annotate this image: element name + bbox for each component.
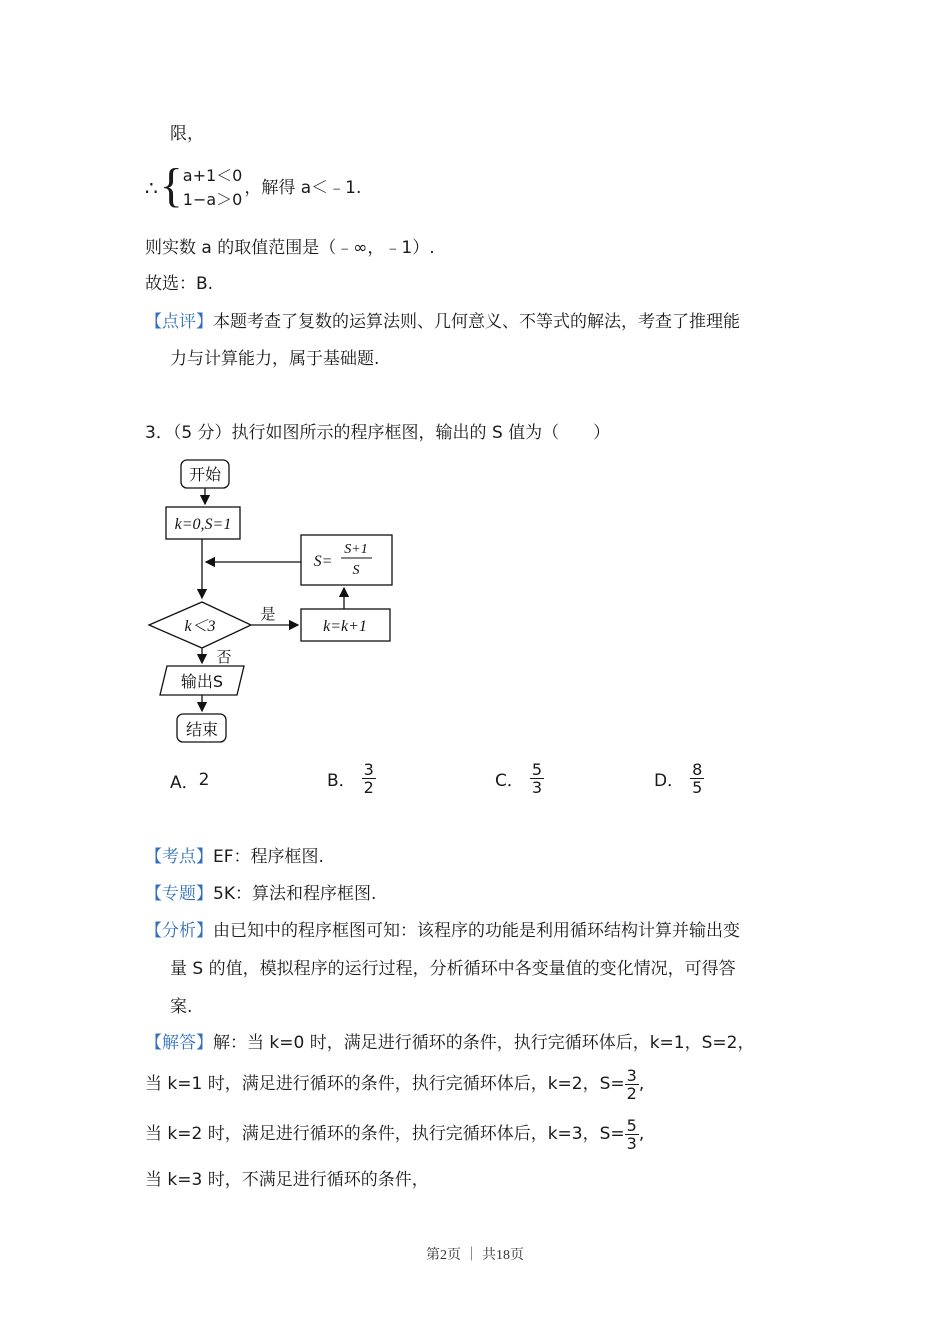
line3-den: 3: [626, 1133, 637, 1153]
update-s-left: S=: [313, 553, 333, 570]
option-c: [495, 756, 544, 800]
option-d-fraction: [690, 761, 704, 796]
flowchart: [140, 452, 410, 752]
option-a-value: 2: [198, 770, 210, 790]
system-row-1: a+1＜0: [182, 166, 243, 185]
option-b-label: B．: [327, 770, 356, 791]
fenxi-text-3: 案.: [170, 997, 193, 1017]
comment-tag: 【点评】: [145, 312, 213, 332]
jieda-line-4: 当 k=3 时，不满足进行循环的条件，: [145, 1170, 429, 1190]
no-label: 否: [216, 648, 232, 666]
line3-comma: ,: [638, 1124, 645, 1144]
jieda-text-3: 当 k=2 时，满足进行循环的条件，执行完循环体后，k=3，S=: [145, 1124, 625, 1144]
solve-text: ，解得 a＜﹣1.: [244, 178, 362, 198]
option-d-label: D．: [654, 770, 685, 791]
condition-label: k＜3: [184, 618, 216, 635]
option-d: [654, 756, 704, 800]
line2-num: 3: [626, 1065, 637, 1085]
zhuanti-tag: 【专题】: [145, 884, 213, 904]
line2-den: 2: [626, 1083, 637, 1103]
output-label: 输出S: [180, 672, 224, 691]
jieda-line-3: [145, 1112, 644, 1156]
inequality-system: [145, 160, 361, 216]
page-footer: 第2页 ｜ 共18页: [426, 1248, 524, 1263]
line3-num: 5: [626, 1115, 637, 1135]
kaodian-tag: 【考点】: [145, 847, 213, 867]
line2-fraction: [625, 1067, 639, 1102]
option-c-num: 5: [531, 759, 543, 779]
left-brace: {: [159, 159, 183, 212]
zhuanti-line: [145, 882, 376, 906]
option-c-den: 3: [531, 777, 543, 797]
therefore-symbol: ∴: [145, 176, 158, 200]
fenxi-line-1: [145, 919, 740, 943]
option-c-fraction: [530, 761, 544, 796]
kaodian-line: [145, 845, 324, 869]
fenxi-text-2: 量 S 的值，模拟程序的运行过程，分析循环中各变量值的变化情况，可得答: [170, 959, 736, 979]
range-text: 则实数 a 的取值范围是（﹣∞，﹣1）.: [145, 238, 435, 258]
comment-text-1: 本题考查了复数的运算法则、几何意义、不等式的解法，考查了推理能: [213, 312, 740, 332]
question-stem: 3．（5 分）执行如图所示的程序框图，输出的 S 值为（ ）: [145, 423, 611, 443]
option-c-label: C．: [495, 770, 524, 791]
increment-label: k=k+1: [323, 618, 367, 635]
comment-text-2: 力与计算能力，属于基础题.: [170, 349, 380, 369]
text-line-xian: 限，: [170, 124, 204, 144]
update-s-num: S+1: [344, 542, 368, 557]
option-a: [170, 758, 209, 802]
system-row-2: 1−a＞0: [182, 190, 243, 209]
start-label: 开始: [188, 465, 222, 484]
option-d-den: 5: [692, 777, 703, 797]
kaodian-text: EF：程序框图.: [213, 847, 324, 867]
option-d-num: 8: [692, 759, 703, 779]
option-a-label: A．: [170, 772, 199, 793]
jieda-text-2: 当 k=1 时，满足进行循环的条件，执行完循环体后，k=2，S=: [145, 1074, 625, 1094]
jieda-line-1: [145, 1031, 754, 1055]
answer-text: 故选：B.: [145, 274, 214, 294]
comment-line-1: [145, 310, 740, 334]
end-label: 结束: [185, 720, 219, 739]
system-rows: [183, 164, 243, 212]
option-b-den: 2: [363, 777, 374, 797]
jieda-line-2: [145, 1062, 644, 1106]
jieda-text-1: 解：当 k=0 时，满足进行循环的条件，执行完循环体后，k=1，S=2，: [213, 1033, 755, 1053]
option-b-fraction: [362, 761, 376, 796]
option-b-num: 3: [363, 759, 374, 779]
fenxi-tag: 【分析】: [145, 921, 213, 941]
yes-label: 是: [260, 605, 276, 623]
fenxi-text-1: 由已知中的程序框图可知：该程序的功能是利用循环结构计算并输出变: [213, 921, 740, 941]
zhuanti-text: 5K：算法和程序框图.: [213, 884, 377, 904]
line3-fraction: [625, 1117, 639, 1152]
update-s-den: S: [352, 563, 360, 578]
line2-comma: ,: [638, 1074, 645, 1094]
jieda-tag: 【解答】: [145, 1033, 213, 1053]
init-label: k=0,S=1: [174, 516, 232, 533]
option-b: [327, 756, 376, 800]
